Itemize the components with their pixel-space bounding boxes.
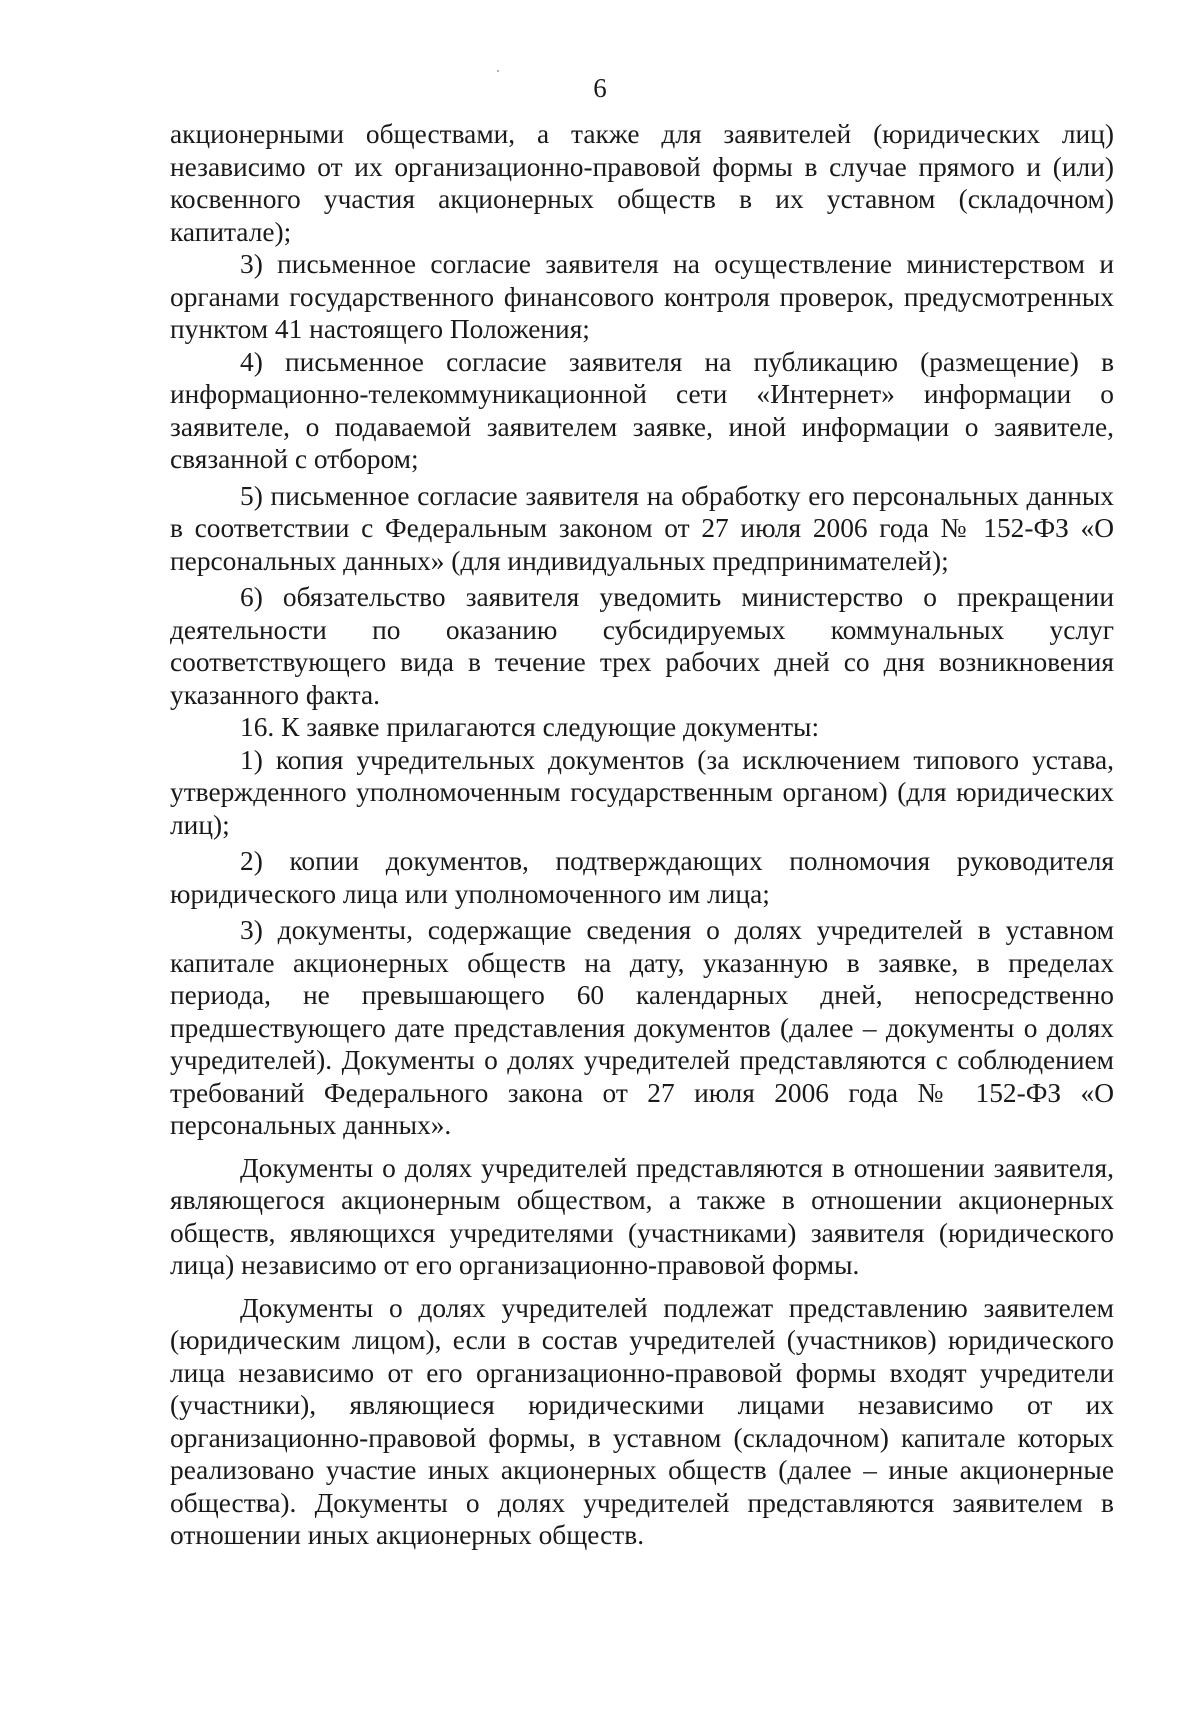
paragraph-document-2: 2) копии документов, подтверждающих полномочия руководителя юридического лица или уполномоченного им лица; (170, 846, 1114, 909)
paragraph-item-5: 5) письменное согласие заявителя на обработку его персональных данных в соответствии с Федеральным законом от 27 июля 2006 года № 152-ФЗ «О персональных данных» (для индивидуальных предпринимателей); (170, 480, 1114, 576)
paragraph-continuation: акционерными обществами, а также для заявителей (юридических лиц) независимо от их организационно-правовой формы в случае прямого и (или) косвенного участия акционерных обществ в их уставном (складочном) капитале); (170, 119, 1114, 247)
paragraph-document-3: 3) документы, содержащие сведения о долях учредителей в уставном капитале акционерных обществ на дату, указанную в заявке, в пределах периода, не превышающего 60 календарных дней, непосредственно предшествующего дате представления документов (далее – документы о долях учредителей). Документы о долях учредителей представляются с соблюдением требований Федерального закона от 27 июля 2006 года № 152-ФЗ «О персональных данных». (170, 915, 1114, 1140)
paragraph-item-3: 3) письменное согласие заявителя на осуществление министерством и органами государственного финансового контроля проверок, предусмотренных пунктом 41 настоящего Положения; (170, 249, 1114, 344)
paragraph-item-4: 4) письменное согласие заявителя на публикацию (размещение) в информационно-телекоммуникационной сети «Интернет» информации о заявителе, о подаваемой заявителем заявке, иной информации о заявителе, связанной с отбором; (170, 346, 1114, 474)
paragraph-section-16: 16. К заявке прилагаются следующие документы: (240, 712, 820, 742)
document-body (170, 118, 1114, 1552)
paragraph-document-1: 1) копия учредительных документов (за исключением типового устава, утвержденного уполномоченным государственным органом) (для юридических лиц); (170, 744, 1114, 840)
paragraph-shares-documents: Документы о долях учредителей представляются в отношении заявителя, являющегося акционерным обществом, а также в отношении акционерных обществ, являющихся учредителями (участниками) заявителя (юридического лица) независимо от его организационно-правовой формы. (170, 1152, 1114, 1280)
page-number: 6 (593, 73, 607, 103)
paragraph-item-6: 6) обязательство заявителя уведомить министерство о прекращении деятельности по оказанию субсидируемых коммунальных услуг соответствующего вида в течение трех рабочих дней со дня возникновения указанного факта. (170, 582, 1114, 710)
paragraph-shares-submission: Документы о долях учредителей подлежат представлению заявителем (юридическим лицом), если в состав учредителей (участников) юридического лица независимо от его организационно-правовой формы входят учредители (участники), являющиеся юридическими лицами независимо от их организационно-правовой формы, в уставном (складочном) капитале которых реализовано участие иных акционерных обществ (далее – иные акционерные общества). Документы о долях учредителей представляются заявителем в отношении иных акционерных обществ. (170, 1292, 1114, 1550)
